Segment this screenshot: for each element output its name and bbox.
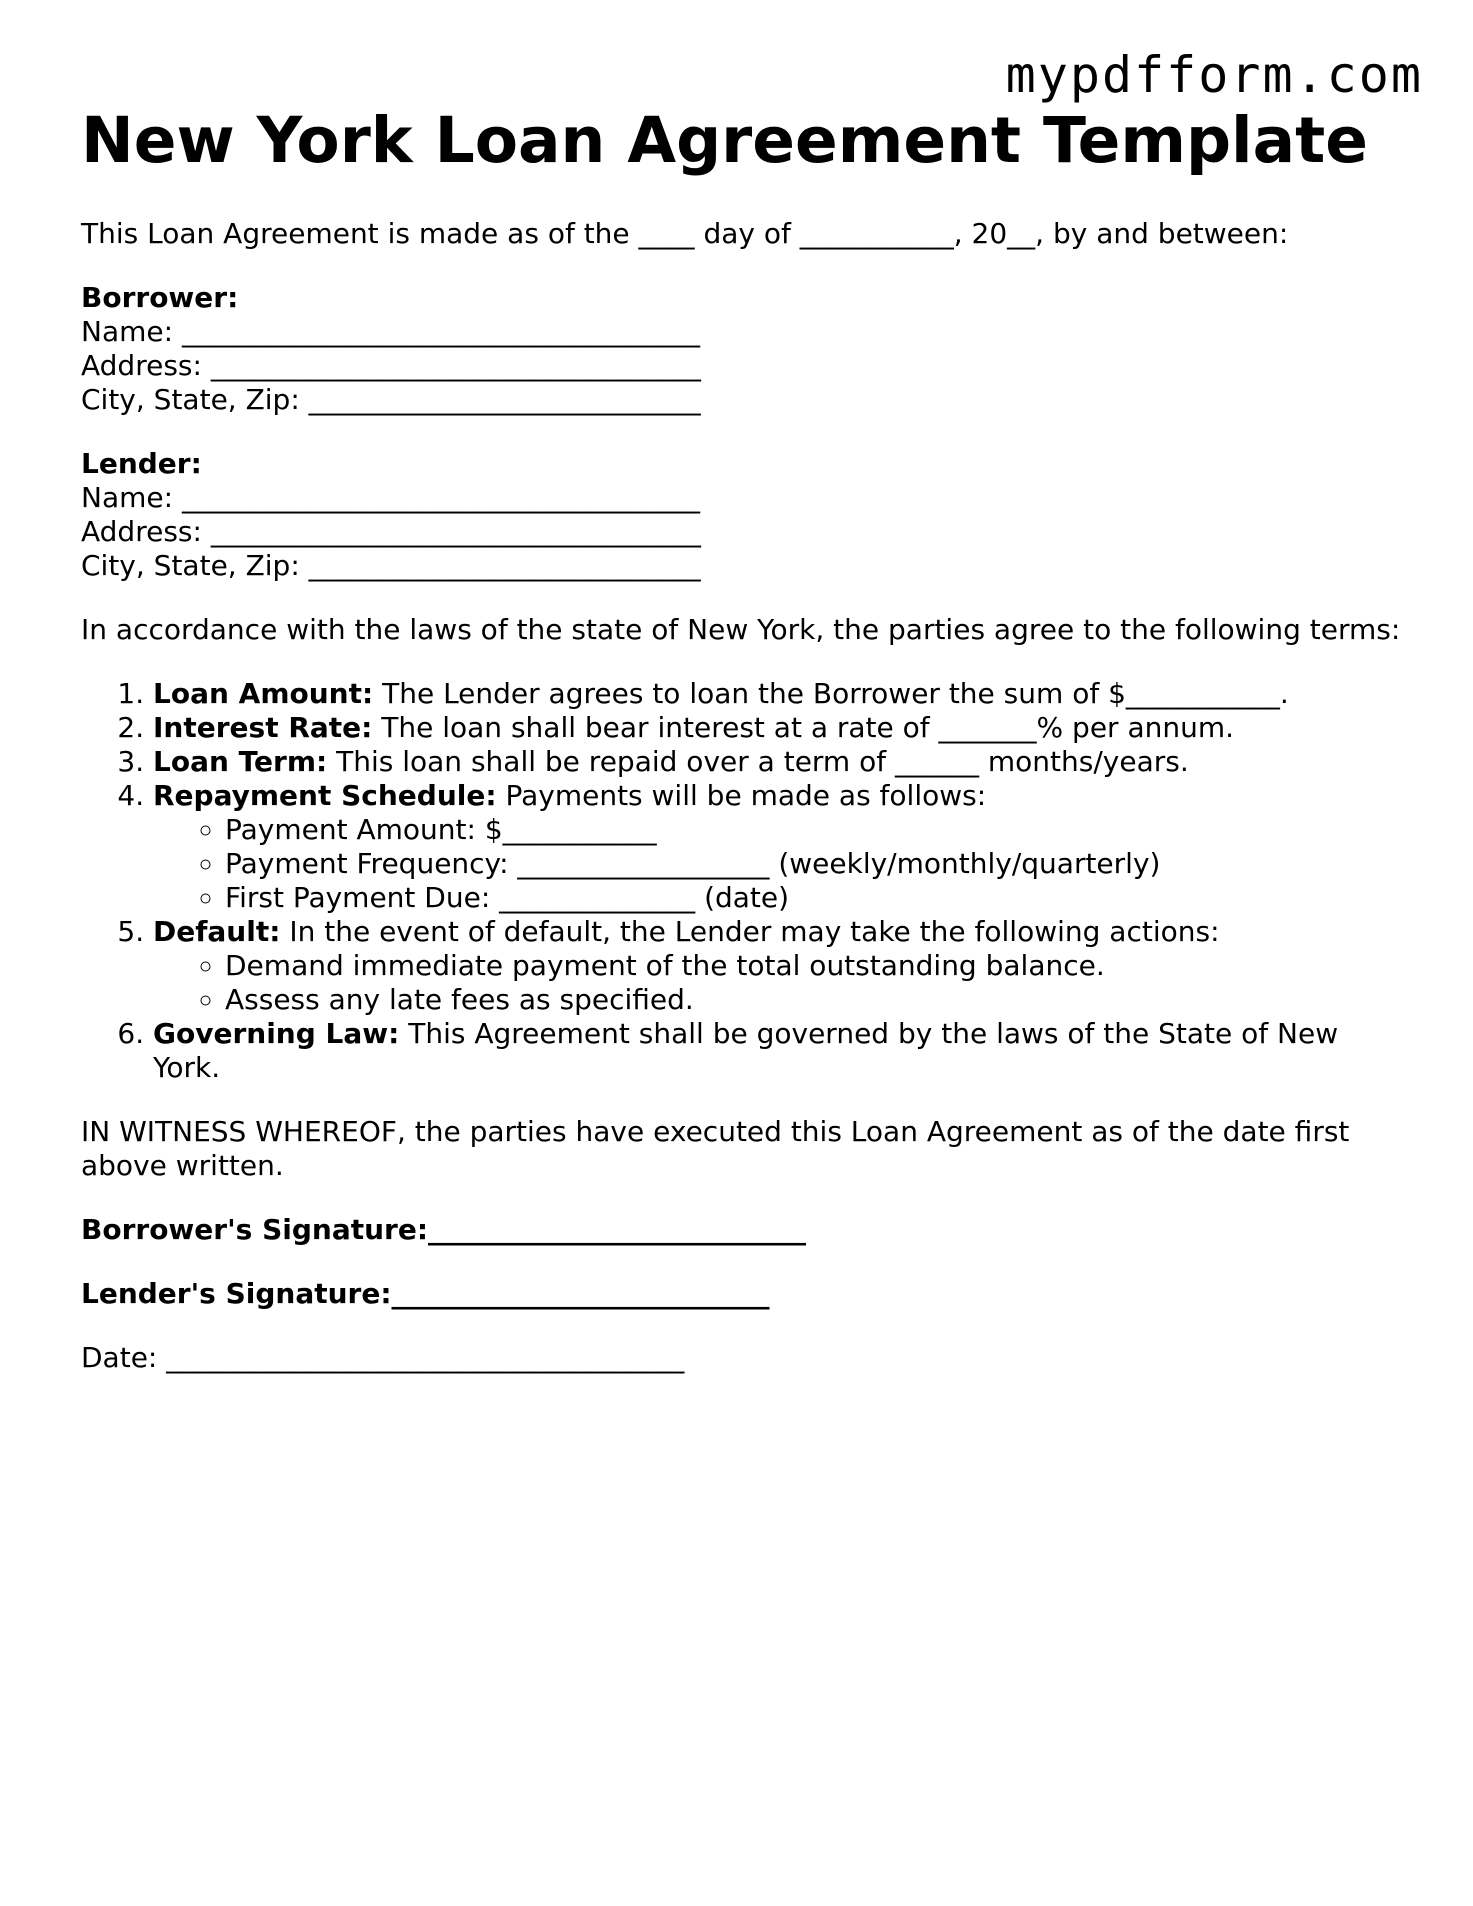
term-governing-law	[153, 1017, 1401, 1085]
page-title: New York Loan Agreement Template	[81, 104, 1369, 177]
list-item: ◦ Payment Amount: $___________	[225, 813, 1401, 847]
borrower-heading: Borrower:	[81, 281, 239, 314]
borrower-address-field: Address: ___________________________________	[81, 349, 701, 382]
term-text: The Lender agrees to loan the Borrower the sum of $___________.	[373, 677, 1289, 710]
term-text: Payments will be made as follows:	[496, 779, 987, 812]
terms-list	[81, 677, 1401, 1085]
term-text: This loan shall be repaid over a term of ______ months/years.	[327, 745, 1189, 778]
lender-section	[81, 447, 1401, 583]
list-item: ◦ First Payment Due: ______________ (date)	[225, 881, 1401, 915]
term-text: In the event of default, the Lender may take the following actions:	[280, 915, 1220, 948]
lender-signature-line: Lender's Signature:___________________________	[81, 1277, 770, 1310]
lender-name-field: Name: _____________________________________	[81, 481, 700, 514]
borrower-signature-line: Borrower's Signature:___________________________	[81, 1213, 807, 1246]
term-label: Loan Term:	[153, 745, 328, 778]
lender-heading: Lender:	[81, 447, 202, 480]
watermark: mypdfform.com	[1005, 46, 1423, 104]
term-label: Governing Law:	[153, 1017, 400, 1050]
list-item: ◦ Payment Frequency: __________________ (weekly/monthly/quarterly)	[225, 847, 1401, 881]
borrower-city-field: City, State, Zip: ____________________________	[81, 383, 701, 416]
lender-city-field: City, State, Zip: ____________________________	[81, 549, 701, 582]
intro-paragraph: This Loan Agreement is made as of the ____ day of ___________, 20__, by and between:	[81, 217, 1289, 250]
document-page	[81, 103, 1401, 1375]
term-default	[153, 915, 1401, 1017]
borrower-name-field: Name: _____________________________________	[81, 315, 700, 348]
accordance-paragraph: In accordance with the laws of the state of New York, the parties agree to the following terms:	[81, 613, 1401, 646]
term-label: Interest Rate:	[153, 711, 373, 744]
term-repayment-schedule	[153, 779, 1401, 915]
term-text: This Agreement shall be governed by the laws of the State of New York.	[153, 1017, 1339, 1084]
term-loan-amount	[153, 677, 1401, 711]
date-line: Date: _____________________________________	[81, 1341, 685, 1374]
lender-address-field: Address: ___________________________________	[81, 515, 701, 548]
term-label: Repayment Schedule:	[153, 779, 497, 812]
default-sublist	[153, 949, 1401, 1017]
term-label: Loan Amount:	[153, 677, 374, 710]
borrower-section	[81, 281, 1401, 417]
term-loan-term	[153, 745, 1401, 779]
term-text: The loan shall bear interest at a rate of _______% per annum.	[372, 711, 1235, 744]
term-interest-rate	[153, 711, 1401, 745]
list-item: ◦ Assess any late fees as specified.	[225, 983, 1401, 1017]
repayment-sublist	[153, 813, 1401, 915]
witness-paragraph: IN WITNESS WHEREOF, the parties have executed this Loan Agreement as of the date first above written.	[81, 1115, 1350, 1182]
list-item: ◦ Demand immediate payment of the total outstanding balance.	[225, 949, 1401, 983]
term-label: Default:	[153, 915, 281, 948]
